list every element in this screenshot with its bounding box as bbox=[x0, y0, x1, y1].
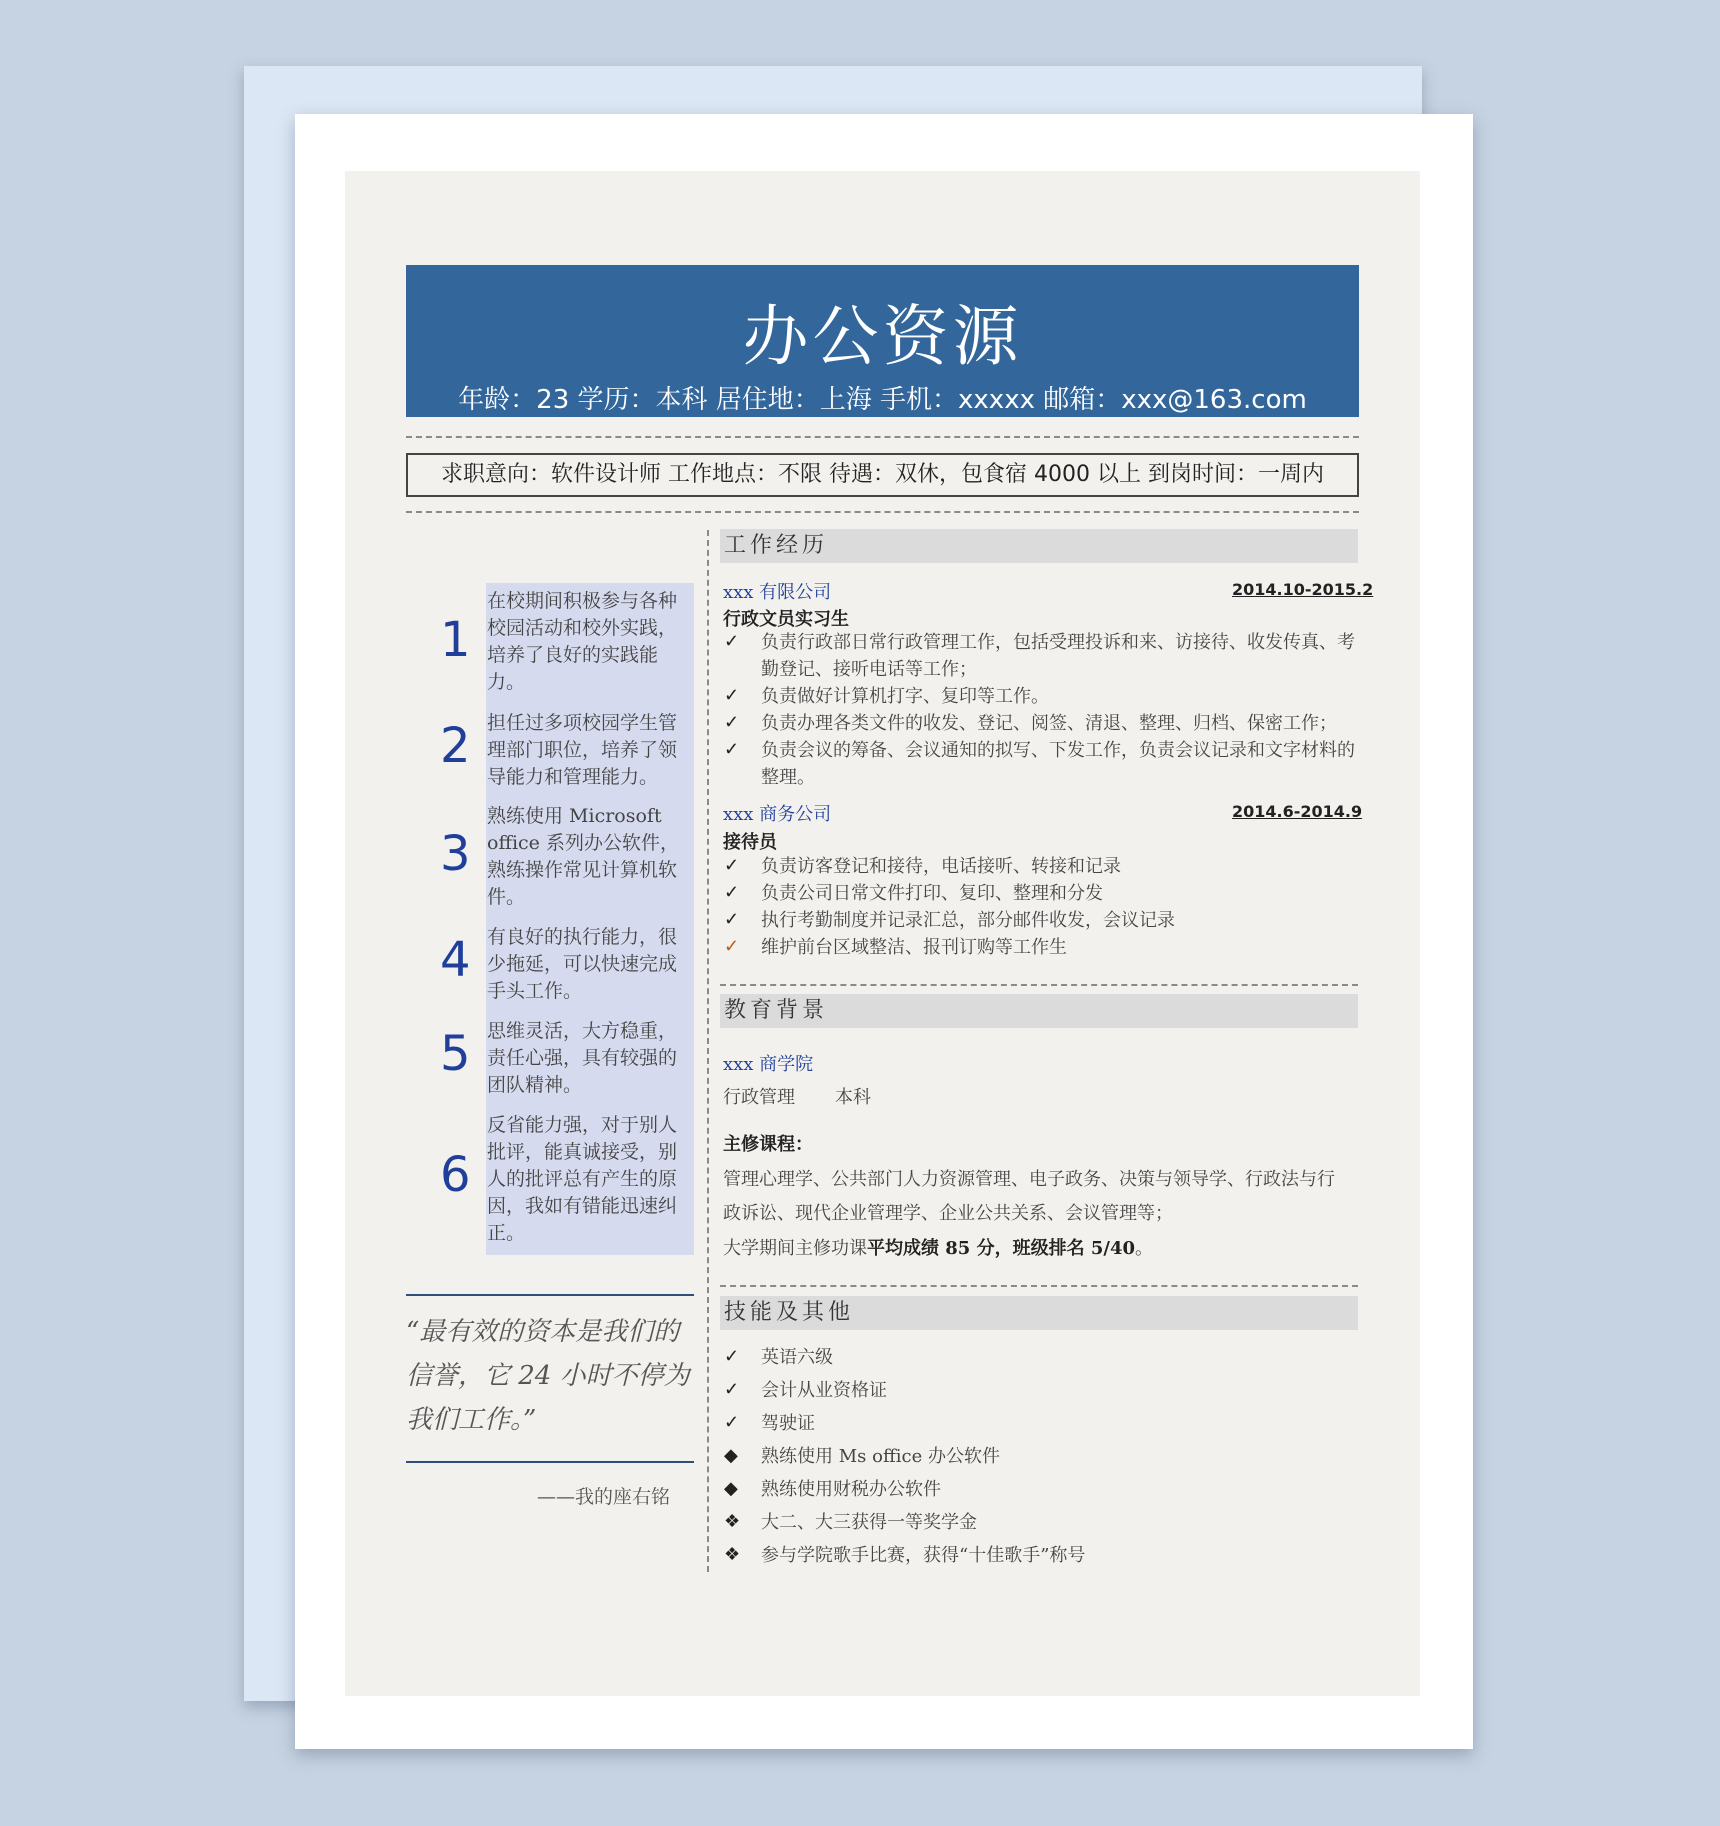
check-icon: ✓ bbox=[724, 855, 740, 876]
check-icon: ✓ bbox=[724, 936, 740, 957]
job-period: 2014.10-2015.2 bbox=[1232, 580, 1374, 599]
courses-text: 管理心理学、公共部门人力资源管理、电子政务、决策与领导学、行政法与行 bbox=[723, 1169, 1335, 1190]
job-duty: 负责行政部日常行政管理工作，包括受理投诉和来、访接待、收发传真、考勤登记、接听电话等工作； bbox=[761, 632, 1355, 680]
header-band bbox=[406, 265, 1359, 417]
strength-text: 反省能力强，对于别人批评，能真诚接受，别人的批评总有产生的原因，我如有错能迅速纠正。 bbox=[487, 1114, 678, 1244]
grade-line bbox=[723, 1234, 1153, 1260]
four-diamond-icon: ❖ bbox=[724, 1511, 741, 1532]
strength-number: 4 bbox=[440, 932, 471, 988]
section-title-education: 教育背景 bbox=[720, 994, 1358, 1028]
courses-label: 主修课程： bbox=[723, 1134, 813, 1155]
strength-text: 在校期间积极参与各种校园活动和校外实践，培养了良好的实践能力。 bbox=[487, 590, 678, 693]
check-icon: ✓ bbox=[724, 739, 740, 760]
job-duty: 维护前台区域整洁、报刊订购等工作生 bbox=[761, 937, 1067, 958]
strength-number: 3 bbox=[440, 826, 471, 882]
job-period: 2014.6-2014.9 bbox=[1232, 802, 1363, 821]
strength-text: 担任过多项校园学生管理部门职位，培养了领导能力和管理能力。 bbox=[487, 712, 678, 788]
check-icon: ✓ bbox=[724, 909, 740, 930]
skill-item: 熟练使用 Ms office 办公软件 bbox=[761, 1446, 1000, 1467]
skill-item: 大二、大三获得一等奖学金 bbox=[761, 1512, 977, 1533]
motto-source: ——我的座右铭 bbox=[536, 1486, 670, 1508]
strength-number: 6 bbox=[440, 1147, 471, 1203]
section-title-work: 工作经历 bbox=[720, 529, 1358, 563]
strength-text: 思维灵活，大方稳重，责任心强，具有较强的团队精神。 bbox=[487, 1020, 678, 1096]
job-duty: 执行考勤制度并记录汇总，部分邮件收发，会议记录 bbox=[761, 910, 1175, 931]
skill-item: 英语六级 bbox=[761, 1347, 833, 1368]
skill-item: 会计从业资格证 bbox=[761, 1380, 887, 1401]
section-title-skills: 技能及其他 bbox=[720, 1296, 1358, 1330]
job-role: 行政文员实习生 bbox=[723, 609, 849, 630]
grade-prefix: 大学期间主修功课 bbox=[723, 1238, 867, 1259]
personal-info: 年龄：23 学历：本科 居住地：上海 手机：xxxxx 邮箱：xxx@163.com bbox=[458, 385, 1307, 415]
strength-number: 1 bbox=[440, 612, 471, 668]
degree: 本科 bbox=[835, 1087, 871, 1108]
strength-number: 5 bbox=[440, 1026, 471, 1082]
school-name: xxx 商学院 bbox=[723, 1054, 814, 1075]
check-icon: ✓ bbox=[724, 685, 740, 706]
quote-rule-top bbox=[406, 1294, 694, 1296]
diamond-icon: ◆ bbox=[724, 1445, 738, 1466]
job-duty: 负责公司日常文件打印、复印、整理和分发 bbox=[761, 883, 1103, 904]
company-name: xxx 商务公司 bbox=[723, 804, 832, 825]
motto-quote: “最有效的资本是我们的信誉，它 24 小时不停为我们工作。” bbox=[406, 1317, 690, 1435]
divider-bottom bbox=[406, 511, 1359, 513]
divider-top bbox=[406, 436, 1359, 438]
company-name: xxx 有限公司 bbox=[723, 582, 832, 603]
job-intent: 求职意向：软件设计师 工作地点：不限 待遇：双休，包食宿 4000 以上 到岗时间：一周内 bbox=[406, 453, 1359, 497]
skill-item: 参与学院歌手比赛，获得“十佳歌手”称号 bbox=[761, 1545, 1086, 1566]
skill-item: 驾驶证 bbox=[761, 1413, 815, 1434]
strength-number: 2 bbox=[440, 718, 471, 774]
four-diamond-icon: ❖ bbox=[724, 1544, 741, 1565]
skill-item: 熟练使用财税办公软件 bbox=[761, 1479, 941, 1500]
strength-text: 有良好的执行能力，很少拖延，可以快速完成手头工作。 bbox=[487, 926, 678, 1002]
job-role: 接待员 bbox=[723, 832, 777, 853]
check-icon: ✓ bbox=[724, 712, 740, 733]
job-duty: 负责办理各类文件的收发、登记、阅签、清退、整理、归档、保密工作； bbox=[761, 713, 1337, 734]
courses-text: 政诉讼、现代企业管理学、企业公共关系、会议管理等； bbox=[723, 1203, 1173, 1224]
job-duty: 负责做好计算机打字、复印等工作。 bbox=[761, 686, 1049, 707]
grade-highlight: 平均成绩 85 分，班级排名 5/40 bbox=[867, 1238, 1135, 1259]
divider-education bbox=[720, 984, 1358, 986]
check-icon: ✓ bbox=[724, 631, 740, 652]
check-icon: ✓ bbox=[724, 1412, 740, 1433]
grade-suffix: 。 bbox=[1135, 1238, 1153, 1259]
job-duty: 负责访客登记和接待，电话接听、转接和记录 bbox=[761, 856, 1121, 877]
check-icon: ✓ bbox=[724, 1346, 740, 1367]
check-icon: ✓ bbox=[724, 1379, 740, 1400]
divider-skills bbox=[720, 1285, 1358, 1287]
check-icon: ✓ bbox=[724, 882, 740, 903]
major: 行政管理 bbox=[723, 1087, 795, 1108]
resume-name: 办公资源 bbox=[742, 298, 1023, 375]
diamond-icon: ◆ bbox=[724, 1478, 738, 1499]
job-duty: 负责会议的筹备、会议通知的拟写、下发工作，负责会议记录和文字材料的整理。 bbox=[761, 740, 1355, 788]
column-divider bbox=[707, 530, 709, 1572]
strength-text: 熟练使用 Microsoft office 系列办公软件，熟练操作常见计算机软件。 bbox=[487, 805, 679, 908]
quote-rule-bottom bbox=[406, 1461, 694, 1463]
